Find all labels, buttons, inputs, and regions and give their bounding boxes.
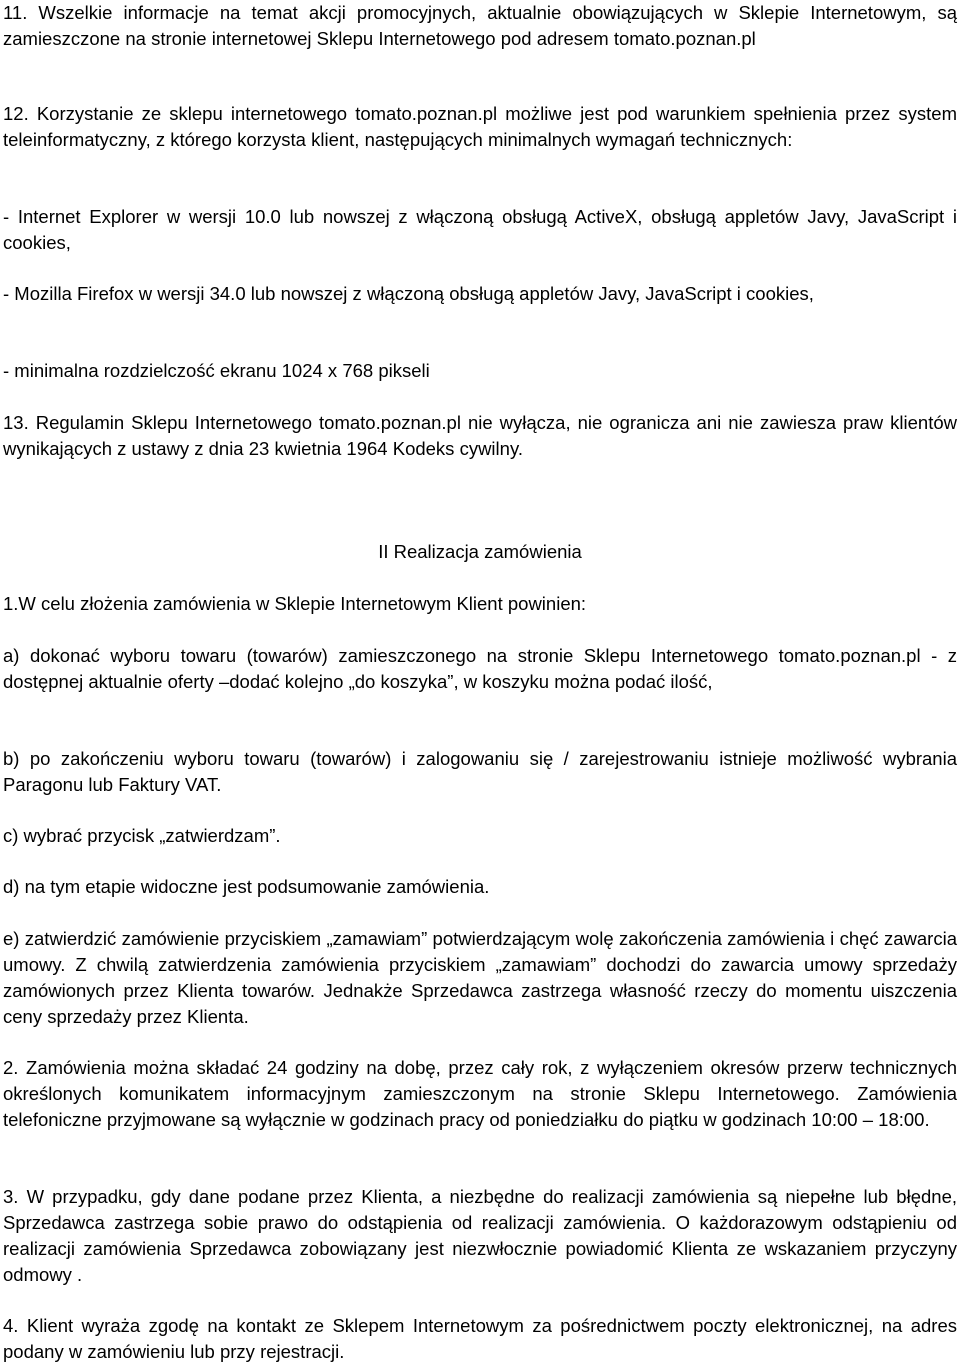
section-point-4: 4. Klient wyraża zgodę na kontakt ze Sklepem Internetowym za pośrednictwem poczty elektronicznej, na adres podany w zamówieniu lub przy rejestracji. — [3, 1315, 957, 1362]
point-1b: b) po zakończeniu wyboru towaru (towarów) i zalogowaniu się / zarejestrowaniu istnieje możliwość wybrania Paragonu lub Faktury VAT. — [3, 748, 957, 795]
section-point-3: 3. W przypadku, gdy dane podane przez Klienta, a niezbędne do realizacji zamówienia są niepełne lub błędne, Sprzedawca zastrzega sobie prawo do odstąpienia od realizacji zamówienia. O każdorazowym odstąpieniu od realizacji zamówienia Sprzedawca zobowiązany jest niezwłocznie powiadomić Klienta ze wskazaniem przyczyny odmowy . — [3, 1186, 957, 1285]
section-point-1: 1.W celu złożenia zamówienia w Sklepie Internetowym Klient powinien: — [3, 593, 587, 614]
point-1a: a) dokonać wyboru towaru (towarów) zamieszczonego na stronie Sklepu Internetowego tomato.poznan.pl - z dostępnej aktualnie oferty –dodać kolejno „do koszyka”, w koszyku można podać ilość, — [3, 645, 957, 692]
point-1e: e) zatwierdzić zamówienie przyciskiem „zamawiam” potwierdzającym wolę zakończenia zamówienia i chęć zawarcia umowy. Z chwilą zatwierdzenia zamówienia przyciskiem „zamawiam” dochodzi do zawarcia umowy sprzedaży zamówionych przez Klienta towarów. Jednakże Sprzedawca zastrzega własność rzeczy do momentu uiszczenia ceny sprzedaży przez Klienta. — [3, 928, 957, 1027]
section-title: II Realizacja zamówienia — [378, 541, 582, 562]
requirement-firefox: - Mozilla Firefox w wersji 34.0 lub nowszej z włączoną obsługą appletów Javy, JavaScript i cookies, — [3, 283, 814, 304]
section-point-2: 2. Zamówienia można składać 24 godziny na dobę, przez cały rok, z wyłączeniem okresów przerw technicznych określonych komunikatem informacyjnym zamieszczonym na stronie Sklepu Internetowego. Zamówienia telefoniczne przyjmowane są wyłącznie w godzinach pracy od poniedziałku do piątku w godzinach 10:00 – 18:00. — [3, 1057, 957, 1130]
point-1c: c) wybrać przycisk „zatwierdzam”. — [3, 825, 281, 846]
requirement-internet-explorer: - Internet Explorer w wersji 10.0 lub nowszej z włączoną obsługą ActiveX, obsługą appletów Javy, JavaScript i cookies, — [3, 206, 957, 253]
point-1d: d) na tym etapie widoczne jest podsumowanie zamówienia. — [3, 876, 490, 897]
requirement-resolution: - minimalna rozdzielczość ekranu 1024 x 768 pikseli — [3, 360, 430, 381]
paragraph-13: 13. Regulamin Sklepu Internetowego tomato.poznan.pl nie wyłącza, nie ogranicza ani nie zawiesza praw klientów wynikających z ustawy z dnia 23 kwietnia 1964 Kodeks cywilny. — [3, 412, 957, 459]
paragraph-12: 12. Korzystanie ze sklepu internetowego tomato.poznan.pl możliwe jest pod warunkiem spełnienia przez system teleinformatyczny, z którego korzysta klient, następujących minimalnych wymagań technicznych: — [3, 103, 957, 150]
paragraph-11: 11. Wszelkie informacje na temat akcji promocyjnych, aktualnie obowiązujących w Sklepie Internetowym, są zamieszczone na stronie internetowej Sklepu Internetowego pod adresem tomato.poznan.pl — [3, 2, 957, 49]
